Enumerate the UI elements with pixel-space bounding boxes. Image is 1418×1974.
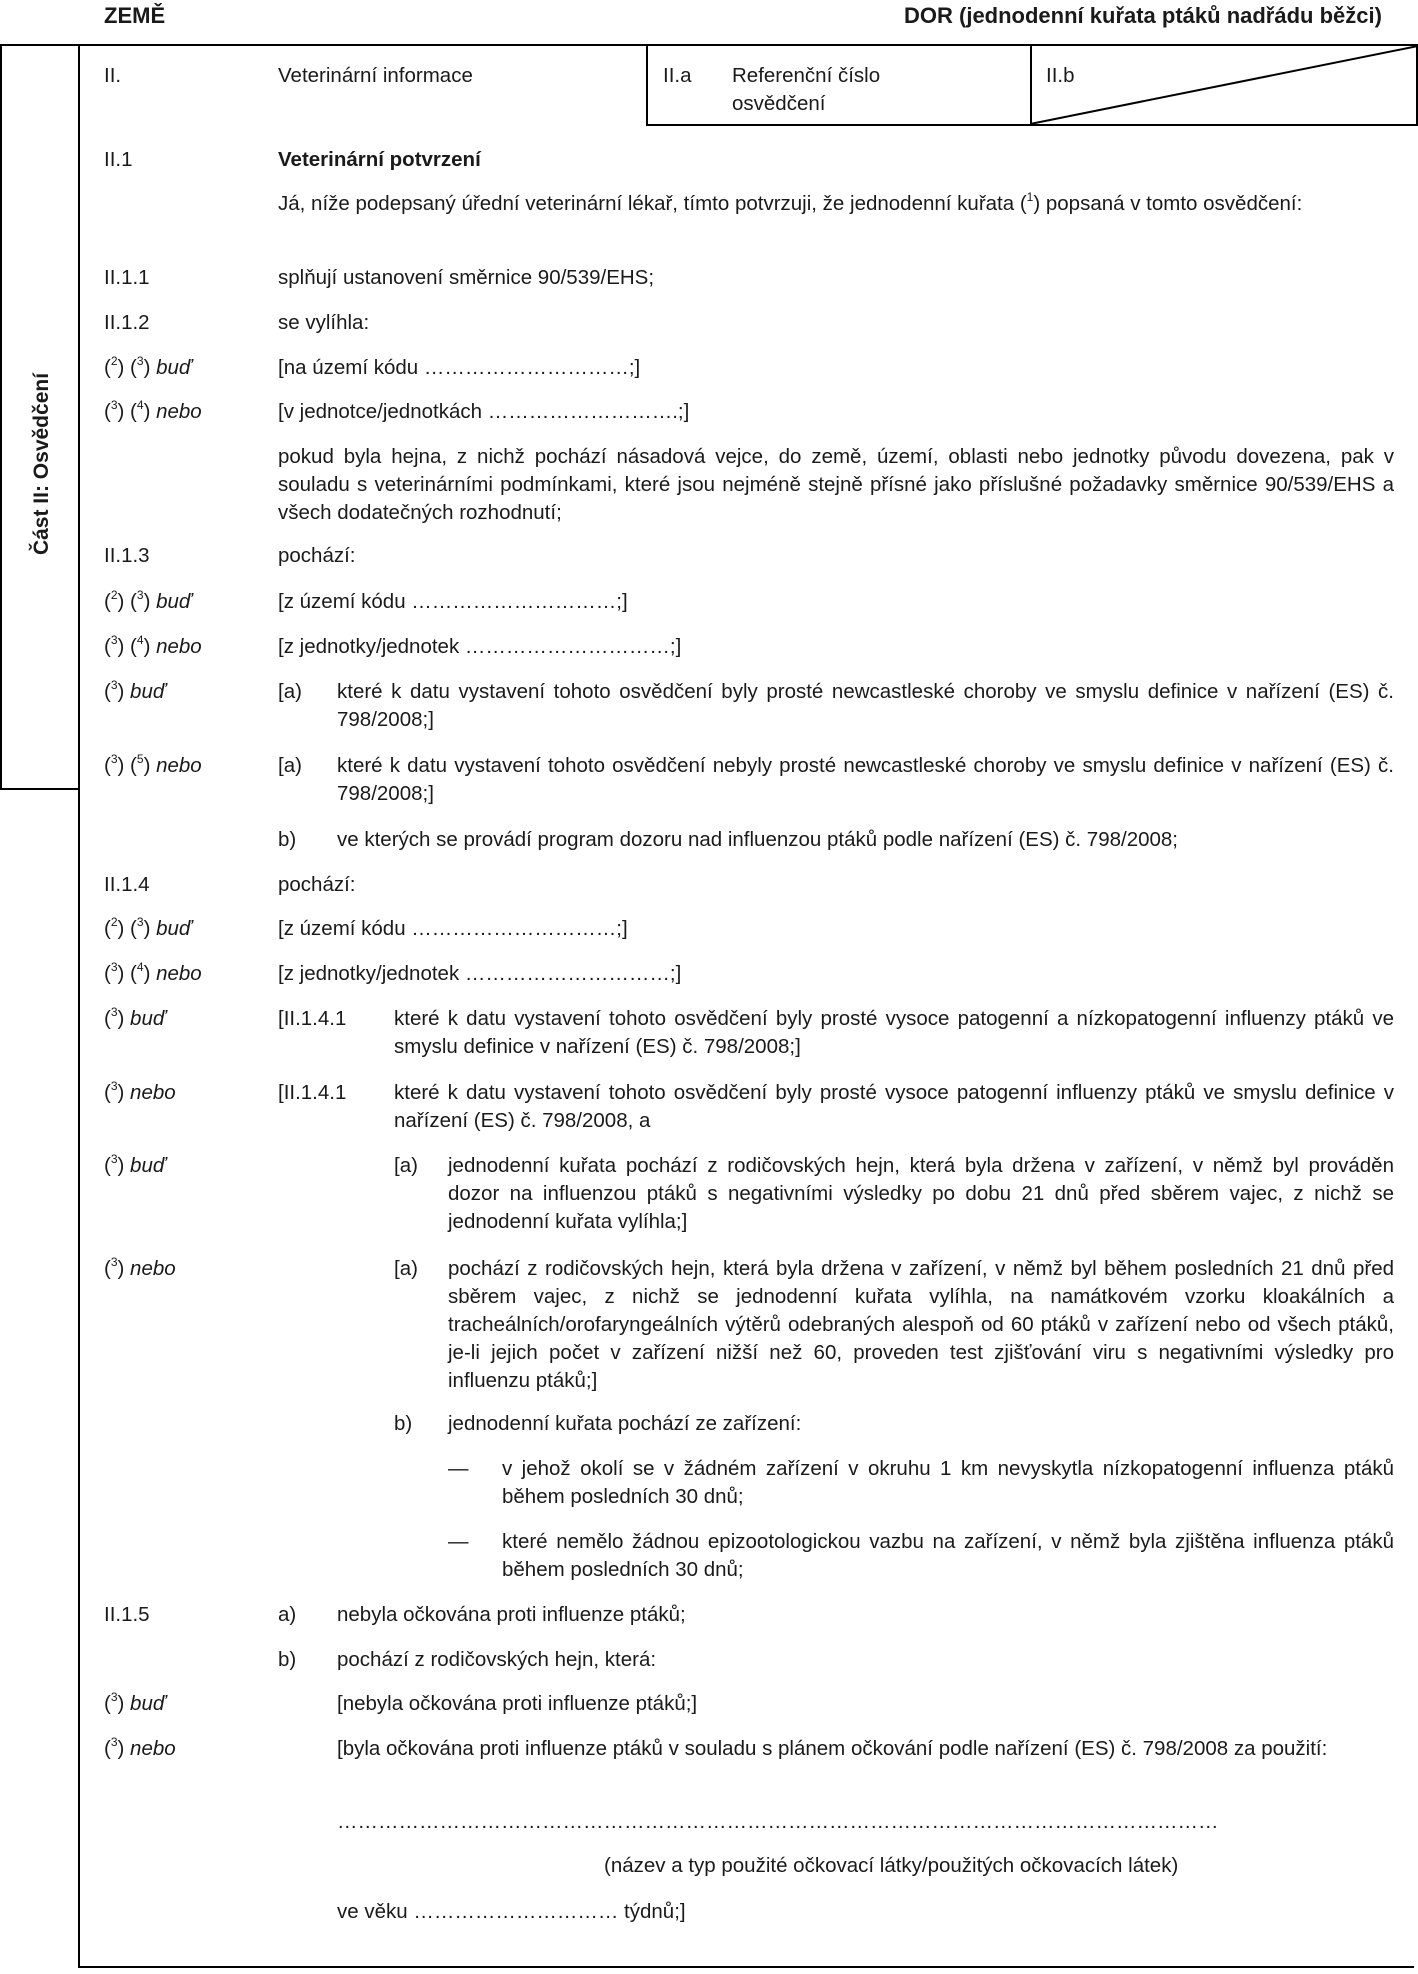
section-number: II. xyxy=(104,64,122,87)
s14-r4-text: které k datu vystavení tohoto osvědčení byly prosté vysoce patogenní influenzy ptáků ve smyslu definice v nařízení (ES) č. 798/2008, a xyxy=(394,1081,1394,1132)
s14-r5-mark: [a) xyxy=(394,1154,418,1177)
s14-r6-label: ($^3$) nebo xyxy=(104,1255,176,1280)
s15-age-text: ve věku ………………………… týdnů;] xyxy=(337,1900,686,1923)
s14-r1-label: ($^2$) ($^3$) buď xyxy=(104,915,192,940)
s12-r1-label: ($^2$) ($^3$) buď xyxy=(104,354,192,379)
s15-r2-label: ($^3$) nebo xyxy=(104,1735,176,1760)
reference-number-label: II.a xyxy=(663,64,692,87)
s13-r3-label: ($^3$) buď xyxy=(104,678,166,703)
s13-r1-text: [z území kódu …………………………;] xyxy=(278,590,628,613)
s13-r5-text: ve kterých se provádí program dozoru nad influenzou ptáků podle nařízení (ES) č. 798/2008; xyxy=(337,828,1179,851)
s15-b-text: pochází z rodičovských hejn, která: xyxy=(337,1648,657,1671)
iib-label: II.b xyxy=(1046,64,1075,87)
side-panel xyxy=(0,44,80,790)
s12-paragraph: pokud byla hejna, z nichž pochází násadová vejce, do země, území, oblasti nebo jednotky původu dovezena, pak v souladu s veterinárními podmínkami, které jsou nejméně stejně přísné jako příslušné požadavky směrnice 90/539/EHS a všech dodatečných rozhodnutí; xyxy=(278,445,1394,524)
s1-intro: Já, níže podepsaný úřední veterinární lékař, tímto potvrzuji, že jednodenní kuřata ($^1$) popsaná v tomto osvědčení: xyxy=(278,190,1303,215)
s15-b-mark: b) xyxy=(278,1648,297,1671)
s12-r1-text: [na území kódu …………………………;] xyxy=(278,356,641,379)
s15-r2-text: [byla očkována proti influenze ptáků v souladu s plánem očkování podle nařízení (ES) č. 798/2008 za použití: xyxy=(337,1737,1328,1760)
s14-r3-label: ($^3$) buď xyxy=(104,1005,166,1030)
s14-text: pochází: xyxy=(278,873,356,896)
section-title: Veterinární informace xyxy=(278,64,473,87)
s14-r7-mark: b) xyxy=(394,1412,413,1435)
s14-dash-1-text: v jehož okolí se v žádném zařízení v okruhu 1 km nevyskytla nízkopatogenní influenza ptáků během posledních 30 dnů; xyxy=(502,1457,1394,1508)
iib-diagonal xyxy=(1030,44,1418,126)
s13-r3-mark: [a) xyxy=(278,680,302,703)
s15-r1-text: [nebyla očkována proti influenze ptáků;] xyxy=(337,1692,698,1715)
s14-r6-text: pochází z rodičovských hejn, která byla držena v zařízení, v němž byl během posledních 21 dnů před sběrem vajec, z nichž se jednodenní kuřata vylíhla, na namátkovém vzorku kloakálních a tracheálních/orofaryngeálních výtěrů odebraných alespoň od 60 ptáků v zařízení nebo od všech ptáků, je-li jejich počet v zařízení nižší než 60, proveden test zjišťování viru s negativními výsledky pro influenzu ptáků;] xyxy=(448,1257,1394,1392)
s14-r3-mark: [II.1.4.1 xyxy=(278,1007,347,1030)
s1-number: II.1 xyxy=(104,148,133,171)
s14-r3-text: které k datu vystavení tohoto osvědčení byly prosté vysoce patogenní a nízkopatogenní influenzy ptáků ve smyslu definice v nařízení (ES) č. 798/2008;] xyxy=(394,1007,1394,1058)
s13-text: pochází: xyxy=(278,544,356,567)
s14-r4-label: ($^3$) nebo xyxy=(104,1079,176,1104)
s13-r4-mark: [a) xyxy=(278,754,302,777)
s14-r2-text: [z jednotky/jednotek …………………………;] xyxy=(278,962,682,985)
reference-number-title: Referenční číslo osvědčení xyxy=(732,64,881,115)
s11-text: splňují ustanovení směrnice 90/539/EHS; xyxy=(278,266,655,289)
s15-number: II.1.5 xyxy=(104,1603,150,1626)
s14-r5-label: ($^3$) buď xyxy=(104,1152,166,1177)
s13-r2-text: [z jednotky/jednotek …………………………;] xyxy=(278,635,682,658)
s11-number: II.1.1 xyxy=(104,266,150,289)
s12-number: II.1.2 xyxy=(104,311,150,334)
s12-text: se vylíhla: xyxy=(278,311,370,334)
s14-r7-text: jednodenní kuřata pochází ze zařízení: xyxy=(448,1412,802,1435)
s13-r4-label: ($^3$) ($^5$) nebo xyxy=(104,752,202,777)
s13-number: II.1.3 xyxy=(104,544,150,567)
s15-vaccine-dots: ………………………………………………………………………………………………………………… xyxy=(337,1810,1219,1833)
s14-r2-label: ($^3$) ($^4$) nebo xyxy=(104,960,202,985)
s13-r5-mark: b) xyxy=(278,828,297,851)
s14-number: II.1.4 xyxy=(104,873,150,896)
header-country: ZEMĚ xyxy=(104,3,166,28)
s15-vaccine-caption: (název a typ použité očkovací látky/použitých očkovacích látek) xyxy=(604,1854,1179,1877)
s14-dash-2-text: které nemělo žádnou epizootologickou vazbu na zařízení, v němž byla zjištěna influenza ptáků během posledních 30 dnů; xyxy=(502,1530,1394,1581)
s15-a-mark: a) xyxy=(278,1603,297,1626)
s13-r1-label: ($^2$) ($^3$) buď xyxy=(104,588,192,613)
side-label: Část II: Osvědčení xyxy=(30,372,53,556)
s12-r2-text: [v jednotce/jednotkách ……………………….;] xyxy=(278,400,690,423)
s14-r6-mark: [a) xyxy=(394,1257,418,1280)
header-certificate-model: DOR (jednodenní kuřata ptáků nadřádu běžci) xyxy=(904,3,1382,28)
s1-title: Veterinární potvrzení xyxy=(278,148,481,171)
s14-dash-2: — xyxy=(448,1530,469,1553)
s14-r5-text: jednodenní kuřata pochází z rodičovských hejn, která byla držena v zařízení, v němž byl prováděn dozor na influenzou ptáků s negativními výsledky po dobu 21 dnů před sběrem vajec, z nichž se jednodenní kuřata vylíhla;] xyxy=(448,1154,1394,1233)
s13-r3-text: které k datu vystavení tohoto osvědčení byly prosté newcastleské choroby ve smyslu definice v nařízení (ES) č. 798/2008;] xyxy=(337,680,1394,731)
s14-dash-1: — xyxy=(448,1457,469,1480)
s13-r4-text: které k datu vystavení tohoto osvědčení nebyly prosté newcastleské choroby ve smyslu definice v nařízení (ES) č. 798/2008;] xyxy=(337,754,1394,805)
s13-r2-label: ($^3$) ($^4$) nebo xyxy=(104,633,202,658)
s15-r1-label: ($^3$) buď xyxy=(104,1690,166,1715)
s12-r2-label: ($^3$) ($^4$) nebo xyxy=(104,398,202,423)
s15-a-text: nebyla očkována proti influenze ptáků; xyxy=(337,1603,686,1626)
s14-r4-mark: [II.1.4.1 xyxy=(278,1081,347,1104)
s14-r1-text: [z území kódu …………………………;] xyxy=(278,917,628,940)
